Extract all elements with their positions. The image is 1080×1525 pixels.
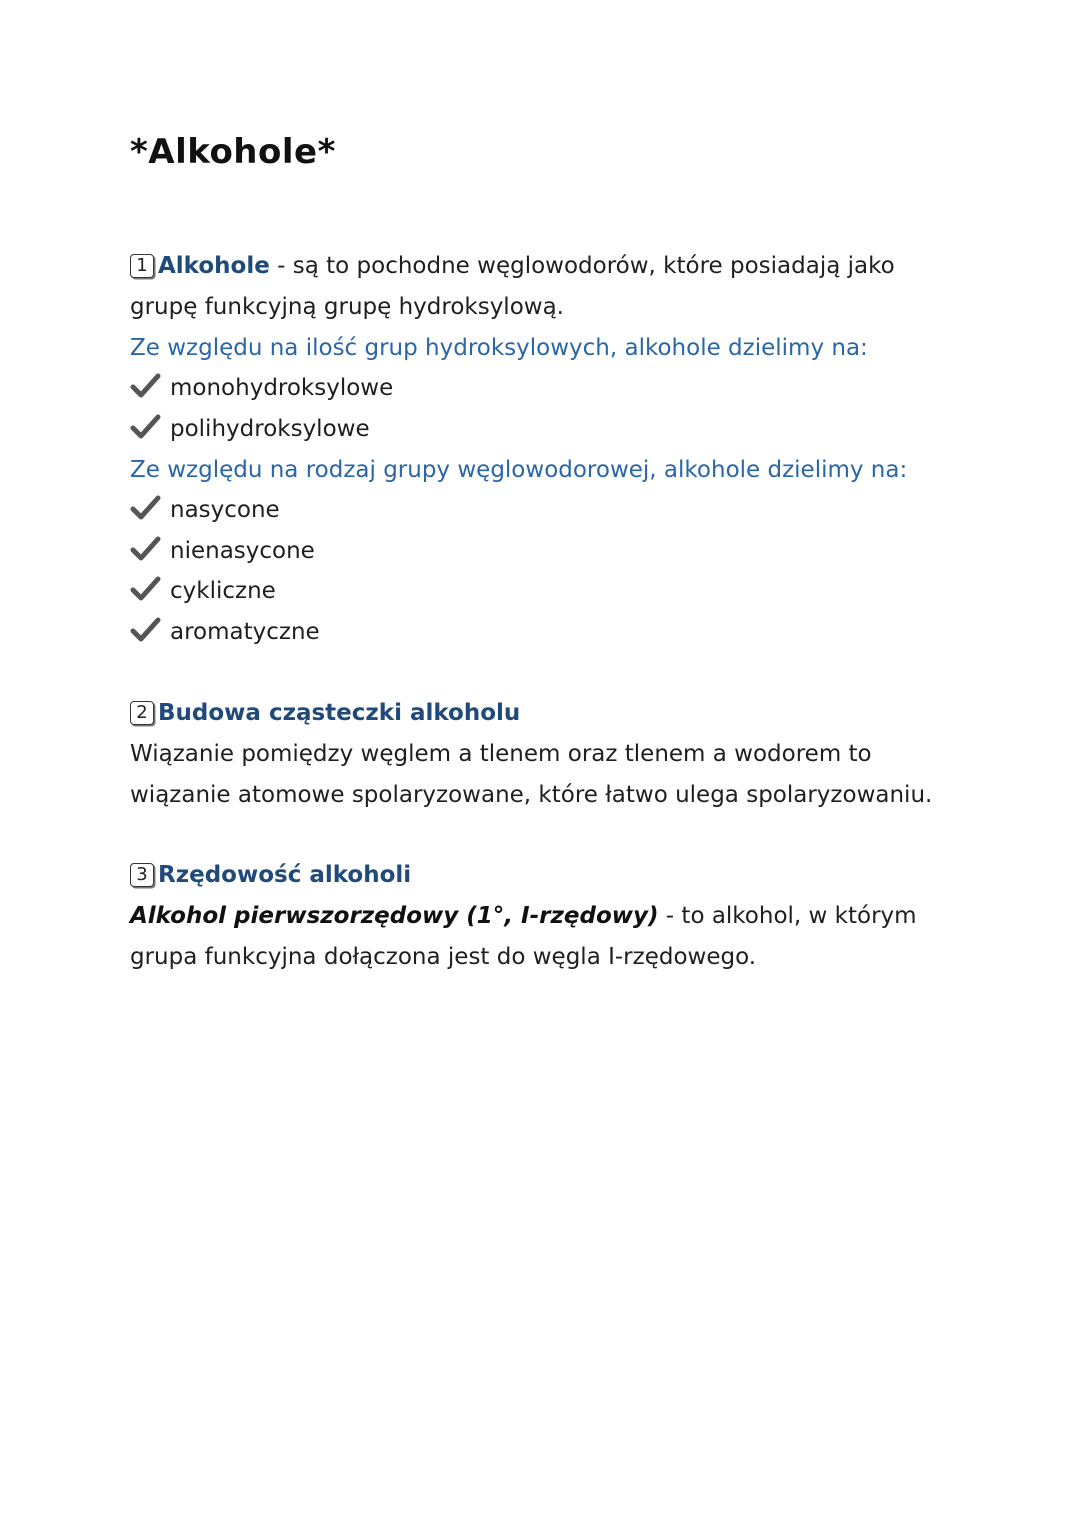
section3-text-line1: [130, 900, 917, 932]
section1-definition-line1: [130, 250, 895, 282]
section3-text-line2: grupa funkcyjna dołączona jest do węgla I-rzędowego.: [130, 944, 757, 970]
check-icon: [130, 617, 162, 643]
check-icon: [130, 373, 162, 399]
list-item-label: nasycone: [170, 497, 280, 523]
list-item-label: cykliczne: [170, 578, 276, 604]
check-icon: [130, 414, 162, 440]
section2-text-line2: wiązanie atomowe spolaryzowane, które łatwo ulega spolaryzowaniu.: [130, 782, 933, 808]
section1-definition-line2: grupę funkcyjną grupę hydroksylową.: [130, 294, 564, 320]
section1-subheading2: Ze względu na rodzaj grupy węglowodorowej, alkohole dzielimy na:: [130, 457, 908, 483]
check-icon: [130, 536, 162, 562]
section3-term: Alkohol pierwszorzędowy (1°, I-rzędowy): [130, 903, 659, 929]
section1-term: Alkohole: [158, 253, 270, 279]
section2-text-line1: Wiązanie pomiędzy węglem a tlenem oraz tlenem a wodorem to: [130, 741, 872, 767]
section3-heading-line: [130, 859, 411, 891]
section2-heading-line: [130, 697, 520, 729]
list-item-label: aromatyczne: [170, 619, 320, 645]
list-item: [130, 535, 315, 567]
section1-definition-text: - są to pochodne węglowodorów, które posiadają jako: [269, 253, 895, 279]
list-item-label: monohydroksylowe: [170, 375, 394, 401]
list-item: [130, 372, 393, 404]
check-icon: [130, 495, 162, 521]
section2-number-box: 2: [130, 701, 154, 725]
section3-number-box: 3: [130, 863, 154, 887]
list-item: [130, 616, 320, 648]
list-item: [130, 413, 370, 445]
list-item: [130, 494, 280, 526]
check-icon: [130, 576, 162, 602]
page-title: *Alkohole*: [130, 132, 336, 172]
section1-subheading1: Ze względu na ilość grup hydroksylowych, alkohole dzielimy na:: [130, 335, 868, 361]
list-item-label: nienasycone: [170, 538, 315, 564]
section2-heading: Budowa cząsteczki alkoholu: [158, 700, 521, 726]
section3-text-rest: - to alkohol, w którym: [658, 903, 917, 929]
section1-number-box: 1: [130, 254, 154, 278]
list-item-label: polihydroksylowe: [170, 416, 370, 442]
list-item: [130, 575, 276, 607]
section3-heading: Rzędowość alkoholi: [158, 862, 412, 888]
